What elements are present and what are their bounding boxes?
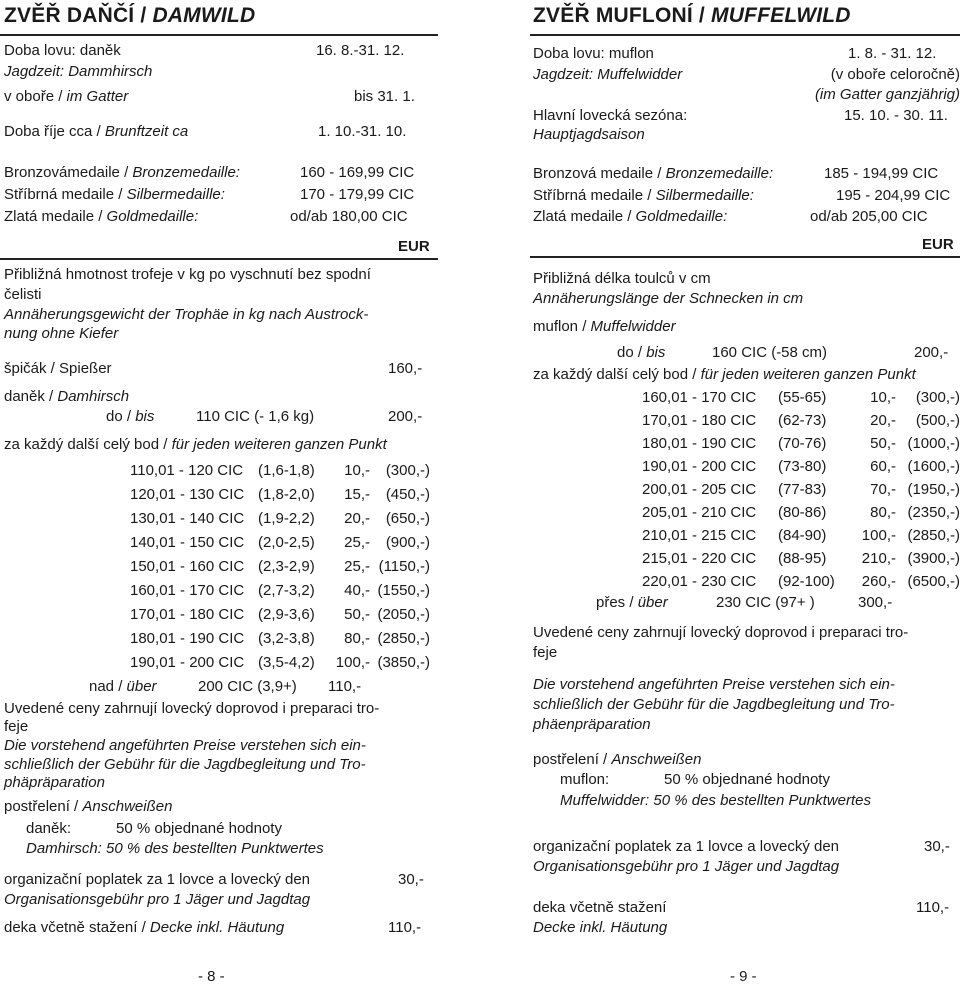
row-kg: (2,9-3,6) <box>258 606 315 623</box>
row-max: (3900,-) <box>907 550 960 567</box>
r-do-cic: 160 CIC (-58 cm) <box>712 344 828 361</box>
wound-label: postřelení / Anschweißen <box>4 798 173 815</box>
row-range: 160,01 - 170 CIC <box>130 582 245 599</box>
weight-de-1: Annäherungsgewicht der Trophäe in kg nach Austrock- <box>4 306 369 323</box>
wound-value: 50 % objednané hodnoty <box>116 820 282 837</box>
row-price: 80,- <box>344 630 370 647</box>
r-season-note-cz: (v oboře celoročně) <box>830 66 960 83</box>
medal-gold-value: od/ab 180,00 CIC <box>290 208 408 225</box>
row-cm: (88-95) <box>778 550 827 567</box>
r-currency-label: EUR <box>922 236 954 253</box>
r-main-season-de: Hauptjagdsaison <box>533 126 645 143</box>
row-kg: (3,2-3,8) <box>258 630 315 647</box>
r-wound-label: postřelení / Anschweißen <box>533 751 702 768</box>
over-label: nad / über <box>89 678 157 695</box>
hide-price: 110,- <box>388 919 422 936</box>
row-range: 150,01 - 160 CIC <box>130 558 245 575</box>
row-max: (2350,-) <box>907 504 960 521</box>
row-cm: (92-100) <box>778 573 835 590</box>
enclosure-label: v oboře / im Gatter <box>4 88 129 105</box>
left-currency-rule <box>0 258 438 260</box>
r-do-price: 200,- <box>914 344 949 361</box>
row-range: 190,01 - 200 CIC <box>130 654 245 671</box>
row-cm: (73-80) <box>778 458 827 475</box>
row-price: 70,- <box>870 481 896 498</box>
row-max: (450,-) <box>385 486 430 503</box>
over-cic: 200 CIC (3,9+) <box>198 678 297 695</box>
r-season-note-de: (im Gatter ganzjährig) <box>814 86 960 103</box>
row-max: (300,-) <box>385 462 430 479</box>
row-cm: (62-73) <box>778 412 827 429</box>
row-kg: (2,0-2,5) <box>258 534 315 551</box>
enclosure-value: bis 31. 1. <box>354 88 415 105</box>
row-max: (650,-) <box>385 510 430 527</box>
row-range: 110,01 - 120 CIC <box>130 462 244 479</box>
r-note-de-2: schließlich der Gebühr für die Jagdbegleitung und Tro- <box>533 696 895 713</box>
row-price: 25,- <box>344 534 370 551</box>
row-range: 205,01 - 210 CIC <box>642 504 757 521</box>
row-cm: (70-76) <box>778 435 827 452</box>
hide-label: deka včetně stažení / Decke inkl. Häutung <box>4 919 285 936</box>
row-max: (900,-) <box>385 534 430 551</box>
page-number-right: - 9 - <box>730 968 757 985</box>
r-medal-bronze-label: Bronzová medaile / Bronzemedaille: <box>533 165 774 182</box>
row-range: 170,01 - 180 CIC <box>642 412 757 429</box>
right-title-rule <box>530 34 960 36</box>
row-cm: (55-65) <box>778 389 827 406</box>
row-price: 20,- <box>344 510 370 527</box>
danek-do-price: 200,- <box>388 408 423 425</box>
org-fee-label: organizační poplatek za 1 lovce a lovecký den <box>4 871 311 888</box>
r-medal-silver-label: Stříbrná medaile / Silbermedaille: <box>533 187 754 204</box>
row-range: 190,01 - 200 CIC <box>642 458 757 475</box>
row-cm: (80-86) <box>778 504 827 521</box>
row-price: 50,- <box>344 606 370 623</box>
row-range: 170,01 - 180 CIC <box>130 606 245 623</box>
r-season-de: Jagdzeit: Muffelwidder <box>533 66 683 83</box>
r-note-cz-2: feje <box>533 644 558 661</box>
row-max: (2850,-) <box>377 630 430 647</box>
row-price: 10,- <box>344 462 370 479</box>
note-de-2: schließlich der Gebühr für die Jagdbegleitung und Tro- <box>4 756 366 773</box>
row-kg: (2,7-3,2) <box>258 582 315 599</box>
row-max: (300,-) <box>915 389 960 406</box>
row-range: 210,01 - 215 CIC <box>642 527 757 544</box>
weight-de-2: nung ohne Kiefer <box>4 325 119 342</box>
r-hide-label: deka včetně stažení <box>533 899 667 916</box>
org-fee-de: Organisationsgebühr pro 1 Jäger und Jagdtag <box>4 891 311 908</box>
rut-value: 1. 10.-31. 10. <box>318 123 407 140</box>
row-max: (3850,-) <box>377 654 430 671</box>
r-wound-de: Muffelwidder: 50 % des bestellten Punktwertes <box>560 792 871 809</box>
note-de-3: phäpräparation <box>4 774 105 791</box>
row-max: (2050,-) <box>377 606 430 623</box>
row-price: 25,- <box>344 558 370 575</box>
row-max: (1150,-) <box>378 558 430 575</box>
right-currency-rule <box>530 256 960 258</box>
weight-cz-2: čelisti <box>4 286 42 303</box>
row-max: (1600,-) <box>907 458 960 475</box>
row-price: 260,- <box>861 573 896 590</box>
medal-bronze-value: 160 - 169,99 CIC <box>300 164 415 181</box>
danek-do-label: do / bis <box>106 408 155 425</box>
r-medal-gold-label: Zlatá medaile / Goldmedaille: <box>533 208 728 225</box>
danek-label: daněk / Damhirsch <box>4 388 130 405</box>
r-over-price: 300,- <box>858 594 893 611</box>
r-main-season-value: 15. 10. - 30. 11. <box>844 107 948 124</box>
season-de: Jagdzeit: Dammhirsch <box>4 63 153 80</box>
row-kg: (3,5-4,2) <box>258 654 315 671</box>
medal-gold-label: Zlatá medaile / Goldmedaille: <box>4 208 199 225</box>
per-point-label: za každý další celý bod / für jeden weiteren ganzen Punkt <box>4 436 387 453</box>
row-range: 215,01 - 220 CIC <box>642 550 757 567</box>
row-range: 180,01 - 190 CIC <box>642 435 757 452</box>
r-muflon-label: muflon / Muffelwidder <box>533 318 676 335</box>
row-range: 220,01 - 230 CIC <box>642 573 757 590</box>
r-org-fee-de: Organisationsgebühr pro 1 Jäger und Jagdtag <box>533 858 840 875</box>
r-wound-species: muflon: <box>560 771 610 788</box>
spicak-label: špičák / Spießer <box>4 360 112 377</box>
r-main-season-label: Hlavní lovecká sezóna: <box>533 107 688 124</box>
r-season-value: 1. 8. - 31. 12. <box>848 45 937 62</box>
r-over-label: přes / über <box>596 594 668 611</box>
row-range: 130,01 - 140 CIC <box>130 510 245 527</box>
danek-do-cic: 110 CIC (- 1,6 kg) <box>196 408 315 425</box>
weight-cz-1: Přibližná hmotnost trofeje v kg po vyschnutí bez spodní <box>4 266 371 283</box>
row-range: 200,01 - 205 CIC <box>642 481 757 498</box>
row-price: 100,- <box>861 527 896 544</box>
r-note-de-3: phäenpräparation <box>533 716 651 733</box>
row-price: 10,- <box>870 389 896 406</box>
org-fee-price: 30,- <box>398 871 424 888</box>
season-value: 16. 8.-31. 12. <box>316 42 405 59</box>
row-price: 40,- <box>344 582 370 599</box>
right-title: ZVĚŘ MUFLONÍ / MUFFELWILD <box>533 4 851 27</box>
row-max: (2850,-) <box>907 527 960 544</box>
r-per-point-label: za každý další celý bod / für jeden weiteren ganzen Punkt <box>533 366 916 383</box>
row-range: 160,01 - 170 CIC <box>642 389 757 406</box>
row-cm: (77-83) <box>778 481 827 498</box>
season-label: Doba lovu: daněk <box>4 42 121 59</box>
row-kg: (1,9-2,2) <box>258 510 315 527</box>
row-range: 140,01 - 150 CIC <box>130 534 245 551</box>
row-price: 15,- <box>344 486 370 503</box>
row-range: 180,01 - 190 CIC <box>130 630 245 647</box>
r-over-cic: 230 CIC (97+ ) <box>716 594 815 611</box>
left-title-rule <box>0 34 438 36</box>
row-max: (1950,-) <box>907 481 960 498</box>
wound-species: daněk: <box>26 820 72 837</box>
over-price: 110,- <box>328 678 362 695</box>
r-medal-bronze-value: 185 - 194,99 CIC <box>824 165 939 182</box>
r-org-fee-label: organizační poplatek za 1 lovce a lovecký den <box>533 838 840 855</box>
r-hide-price: 110,- <box>916 899 950 916</box>
left-title: ZVĚŘ DAŇČÍ / DAMWILD <box>4 4 256 27</box>
note-cz-1: Uvedené ceny zahrnují lovecký doprovod i preparaci tro- <box>4 700 380 717</box>
row-max: (500,-) <box>915 412 960 429</box>
r-note-cz-1: Uvedené ceny zahrnují lovecký doprovod i preparaci tro- <box>533 624 909 641</box>
r-org-fee-price: 30,- <box>924 838 950 855</box>
currency-label: EUR <box>398 238 430 255</box>
row-price: 60,- <box>870 458 896 475</box>
r-length-de: Annäherungslänge der Schnecken in cm <box>533 290 804 307</box>
row-kg: (1,8-2,0) <box>258 486 315 503</box>
medal-bronze-label: Bronzovámedaile / Bronzemedaille: <box>4 164 240 181</box>
row-kg: (2,3-2,9) <box>258 558 315 575</box>
row-price: 100,- <box>335 654 370 671</box>
row-range: 120,01 - 130 CIC <box>130 486 245 503</box>
r-length-cz: Přibližná délka toulců v cm <box>533 270 711 287</box>
row-max: (1550,-) <box>377 582 430 599</box>
spicak-price: 160,- <box>388 360 423 377</box>
note-cz-2: feje <box>4 718 29 735</box>
rut-label: Doba říje cca / Brunftzeit ca <box>4 123 189 140</box>
r-wound-value: 50 % objednané hodnoty <box>664 771 830 788</box>
medal-silver-label: Stříbrná medaile / Silbermedaille: <box>4 186 225 203</box>
r-do-label: do / bis <box>617 344 666 361</box>
row-max: (6500,-) <box>907 573 960 590</box>
r-medal-gold-value: od/ab 205,00 CIC <box>810 208 928 225</box>
row-price: 20,- <box>870 412 896 429</box>
r-note-de-1: Die vorstehend angeführten Preise verstehen sich ein- <box>533 676 895 693</box>
row-max: (1000,-) <box>907 435 960 452</box>
r-hide-de: Decke inkl. Häutung <box>533 919 668 936</box>
row-price: 50,- <box>870 435 896 452</box>
row-cm: (84-90) <box>778 527 827 544</box>
note-de-1: Die vorstehend angeführten Preise verstehen sich ein- <box>4 737 366 754</box>
r-season-label: Doba lovu: muflon <box>533 45 654 62</box>
row-price: 210,- <box>861 550 896 567</box>
row-kg: (1,6-1,8) <box>258 462 315 479</box>
page-number-left: - 8 - <box>198 968 225 985</box>
row-price: 80,- <box>870 504 896 521</box>
wound-de: Damhirsch: 50 % des bestellten Punktwertes <box>26 840 324 857</box>
medal-silver-value: 170 - 179,99 CIC <box>300 186 415 203</box>
r-medal-silver-value: 195 - 204,99 CIC <box>836 187 951 204</box>
